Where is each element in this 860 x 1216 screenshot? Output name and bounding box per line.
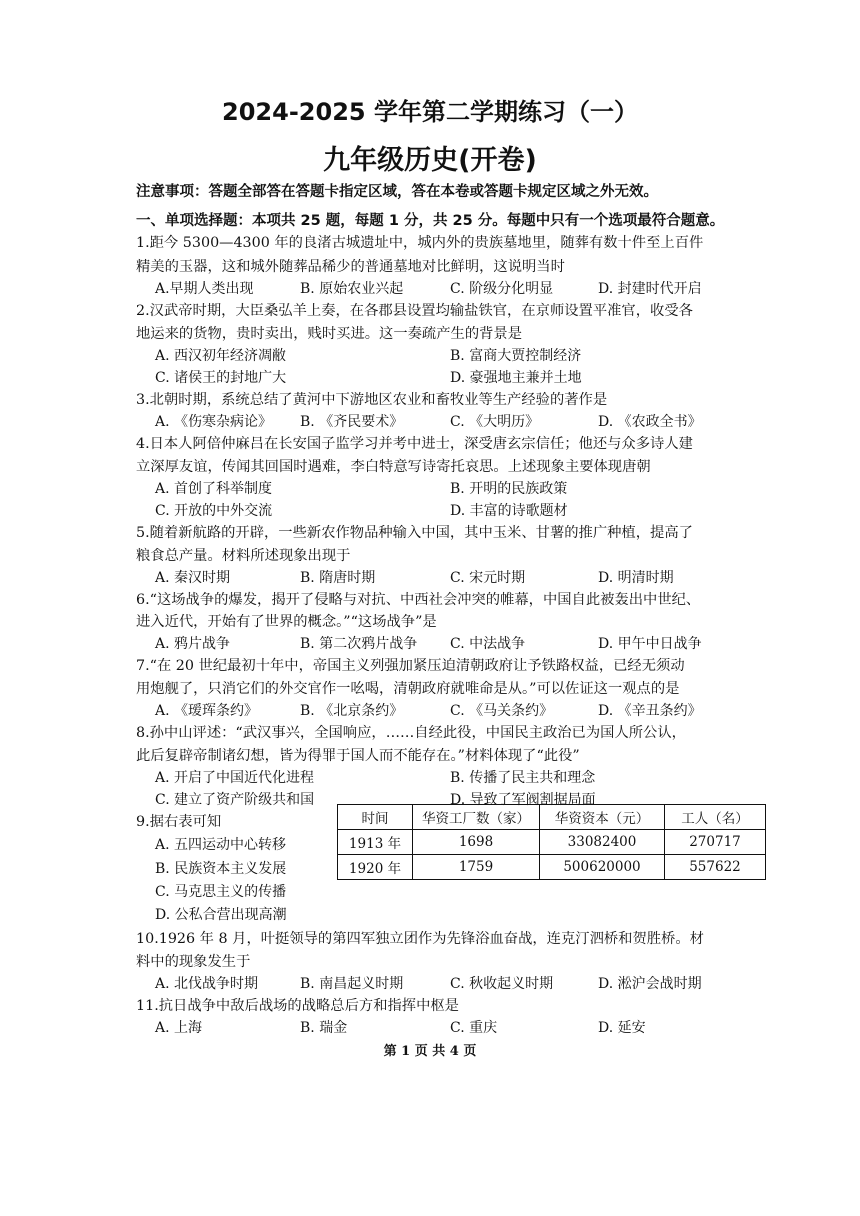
q9-option-a: A. 五四运动中心转移: [155, 837, 287, 853]
table-row: [338, 855, 766, 880]
exam-title: 2024-2025 学年第二学期练习（一）: [222, 98, 638, 126]
q9-option-c: C. 马克思主义的传播: [155, 884, 287, 900]
table-cell: 1913 年: [338, 830, 413, 855]
table-cell: 500620000: [540, 855, 665, 880]
table-header-cell: 工人（名）: [665, 805, 766, 830]
q3-option-a: A. 《伤寒杂病论》: [155, 414, 273, 430]
table-cell: 33082400: [540, 830, 665, 855]
question-8-line-2: 此后复辟帝制诸幻想，皆为得罪于国人而不能存在。”材料体现了“此役”: [136, 748, 580, 764]
question-10-line-2: 料中的现象发生于: [136, 954, 251, 970]
q1-option-d: D. 封建时代开启: [598, 281, 702, 297]
q7-option-d: D. 《辛丑条约》: [598, 703, 702, 719]
q10-option-a: A. 北伐战争时期: [155, 976, 259, 992]
q4-option-b: B. 开明的民族政策: [450, 481, 568, 497]
q6-option-b: B. 第二次鸦片战争: [300, 636, 418, 652]
q5-option-b: B. 隋唐时期: [300, 570, 376, 586]
q11-option-d: D. 延安: [598, 1020, 646, 1036]
q9-option-d: D. 公私合营出现高潮: [155, 907, 287, 923]
q2-option-b: B. 富商大贾控制经济: [450, 348, 582, 364]
q2-option-a: A. 西汉初年经济凋敝: [155, 348, 287, 364]
industry-data-table: [337, 804, 766, 880]
q3-option-d: D. 《农政全书》: [598, 414, 702, 430]
q10-option-c: C. 秋收起义时期: [450, 976, 554, 992]
notice-text: 注意事项：答题全部答在答题卡指定区域，答在本卷或答题卡规定区域之外无效。: [136, 184, 658, 200]
q10-option-d: D. 淞沪会战时期: [598, 976, 702, 992]
q8-option-d: D. 导致了军阀割据局面: [450, 792, 596, 808]
table-header-cell: 时间: [338, 805, 413, 830]
q8-option-c: C. 建立了资产阶级共和国: [155, 792, 315, 808]
table-row: [338, 830, 766, 855]
question-6-line-2: 进入近代，开始有了世界的概念。”“这场战争”是: [136, 614, 437, 630]
question-7-line-2: 用炮舰了，只消它们的外交官作一吆喝，清朝政府就唯命是从。”可以佐证这一观点的是: [136, 681, 680, 697]
question-9-line-1: 9.据右表可知: [136, 814, 222, 830]
question-5-line-2: 粮食总产量。材料所述现象出现于: [136, 548, 351, 564]
table-cell: 1920 年: [338, 855, 413, 880]
q8-option-a: A. 开启了中国近代化进程: [155, 770, 315, 786]
question-10-line-1: 10.1926 年 8 月，叶挺领导的第四军独立团作为先锋浴血奋战，连克汀泗桥和贺胜桥。材: [136, 931, 704, 947]
q8-option-b: B. 传播了民主共和理念: [450, 770, 596, 786]
table-header-cell: 华资工厂数（家）: [413, 805, 540, 830]
question-4-line-2: 立深厚友谊，传闻其回国时遇难，李白特意写诗寄托哀思。上述现象主要体现唐朝: [136, 459, 651, 475]
q11-option-b: B. 瑞金: [300, 1020, 348, 1036]
q5-option-a: A. 秦汉时期: [155, 570, 231, 586]
question-4-line-1: 4.日本人阿倍仲麻吕在长安国子监学习并考中进士，深受唐玄宗信任；他还与众多诗人建: [136, 436, 693, 452]
q7-option-c: C. 《马关条约》: [450, 703, 554, 719]
table-cell: 270717: [665, 830, 766, 855]
q2-option-d: D. 豪强地主兼并土地: [450, 370, 582, 386]
q4-option-c: C. 开放的中外交流: [155, 503, 273, 519]
q5-option-d: D. 明清时期: [598, 570, 674, 586]
table-header-cell: 华资资本（元）: [540, 805, 665, 830]
q6-option-c: C. 中法战争: [450, 636, 526, 652]
q6-option-d: D. 甲午中日战争: [598, 636, 702, 652]
q3-option-b: B. 《齐民要术》: [300, 414, 404, 430]
q2-option-c: C. 诸侯王的封地广大: [155, 370, 287, 386]
question-3-line-1: 3.北朝时期，系统总结了黄河中下游地区农业和畜牧业等生产经验的著作是: [136, 392, 608, 408]
q5-option-c: C. 宋元时期: [450, 570, 526, 586]
q1-option-b: B. 原始农业兴起: [300, 281, 404, 297]
q6-option-a: A. 鸦片战争: [155, 636, 231, 652]
exam-subtitle: 九年级历史(开卷): [323, 145, 537, 176]
question-5-line-1: 5.随着新航路的开辟，一些新农作物品种输入中国，其中玉米、甘薯的推广种植，提高了: [136, 525, 693, 541]
question-1-line-1: 1.距今 5300—4300 年的良渚古城遗址中，城内外的贵族墓地里，随葬有数十件至上百件: [136, 235, 704, 251]
q7-option-b: B. 《北京条约》: [300, 703, 404, 719]
question-2-line-2: 地运来的货物，贵时卖出，贱时买进。这一奏疏产生的背景是: [136, 326, 523, 342]
table-header-row: [338, 805, 766, 830]
q11-option-c: C. 重庆: [450, 1020, 498, 1036]
q4-option-a: A. 首创了科举制度: [155, 481, 273, 497]
question-11-line-1: 11.抗日战争中敌后战场的战略总后方和指挥中枢是: [136, 998, 459, 1014]
section-title: 一、单项选择题：本项共 25 题，每题 1 分，共 25 分。每题中只有一个选项最符合题意。: [136, 213, 725, 229]
q3-option-c: C. 《大明历》: [450, 414, 540, 430]
question-1-line-2: 精美的玉器，这和城外随葬品稀少的普通墓地对比鲜明，这说明当时: [136, 259, 565, 275]
q9-option-b: B. 民族资本主义发展: [155, 861, 287, 877]
table-cell: 1759: [413, 855, 540, 880]
table-cell: 1698: [413, 830, 540, 855]
question-2-line-1: 2.汉武帝时期，大臣桑弘羊上奏，在各郡县设置均输盐铁官，在京师设置平准官，收受各: [136, 303, 693, 319]
q1-option-a: A.早期人类出现: [155, 281, 254, 297]
question-8-line-1: 8.孙中山评述：“武汉事兴，全国响应，……自经此役，中国民主政治已为国人所公认，: [136, 725, 686, 741]
q10-option-b: B. 南昌起义时期: [300, 976, 404, 992]
q7-option-a: A. 《瑷珲条约》: [155, 703, 259, 719]
q11-option-a: A. 上海: [155, 1020, 203, 1036]
page-footer: 第 1 页 共 4 页: [383, 1044, 477, 1059]
table-cell: 557622: [665, 855, 766, 880]
question-7-line-1: 7.“在 20 世纪最初十年中，帝国主义列强加紧压迫清朝政府让予铁路权益，已经无须动: [136, 658, 685, 674]
q4-option-d: D. 丰富的诗歌题材: [450, 503, 568, 519]
q1-option-c: C. 阶级分化明显: [450, 281, 554, 297]
question-6-line-1: 6.“这场战争的爆发，揭开了侵略与对抗、中西社会冲突的帷幕，中国自此被轰出中世纪、: [136, 592, 701, 608]
